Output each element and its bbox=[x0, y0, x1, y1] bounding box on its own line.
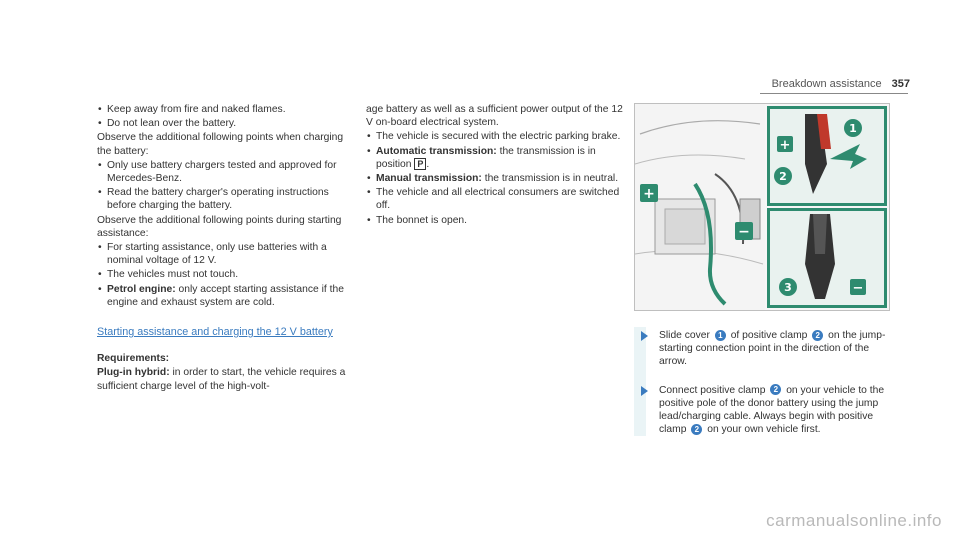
automatic-label: Automatic transmission: bbox=[376, 145, 497, 157]
column-left bbox=[97, 103, 359, 394]
list-item-petrol bbox=[97, 283, 359, 309]
bullet-list-charging bbox=[97, 159, 359, 213]
figure-label-2: 2 bbox=[779, 170, 787, 183]
header-divider bbox=[760, 93, 908, 94]
figure-label-3: 3 bbox=[784, 281, 792, 294]
step-1: Slide cover 1 of positive clamp 2 on the jump-starting connection point in the direction of the arrow. bbox=[634, 329, 892, 369]
list-item: • The bonnet is open. bbox=[366, 214, 630, 227]
figure-label-1: 1 bbox=[849, 122, 857, 135]
bullet-list-safety bbox=[97, 103, 359, 130]
number-badge-2: 2 bbox=[691, 424, 702, 435]
list-item: • Keep away from fire and naked flames. bbox=[97, 103, 359, 116]
list-item: • Only use battery chargers tested and approved for Mercedes-Benz. bbox=[97, 159, 359, 185]
paragraph-continuation: age battery as well as a sufficient power output of the 12 V on-board electrical system. bbox=[366, 104, 623, 129]
paragraph-plugin bbox=[97, 366, 359, 392]
plugin-label: Plug-in hybrid: bbox=[97, 367, 170, 379]
svg-text:−: − bbox=[738, 224, 750, 240]
number-badge-1: 1 bbox=[715, 330, 726, 341]
manual-text: the transmission is in neutral. bbox=[481, 173, 619, 185]
list-item: • The vehicle and all electrical consumers are switched off. bbox=[366, 186, 630, 212]
svg-text:−: − bbox=[852, 281, 864, 296]
svg-text:+: + bbox=[643, 186, 655, 202]
watermark: carmanualsonline.info bbox=[766, 510, 942, 530]
number-badge-2: 2 bbox=[812, 330, 823, 341]
list-item: • The vehicles must not touch. bbox=[97, 268, 359, 281]
section-title: Breakdown assistance bbox=[771, 78, 882, 90]
list-item: • The vehicle is secured with the electric parking brake. bbox=[366, 130, 630, 143]
list-item: • For starting assistance, only use batteries with a nominal voltage of 12 V. bbox=[97, 241, 359, 267]
arrow-icon bbox=[641, 386, 648, 396]
paragraph-starting: Observe the additional following points during starting assistance: bbox=[97, 214, 342, 239]
requirements-label: Requirements: bbox=[97, 353, 170, 365]
list-item-manual bbox=[366, 172, 630, 185]
petrol-text: only accept starting assistance if the engine and exhaust system are cold. bbox=[107, 283, 344, 308]
number-badge-2: 2 bbox=[770, 384, 781, 395]
list-item: • Do not lean over the battery. bbox=[97, 117, 359, 130]
park-symbol: P bbox=[414, 158, 426, 170]
instruction-steps bbox=[634, 327, 892, 436]
list-item-automatic: • Automatic transmission: the transmission is in position P . bbox=[366, 145, 630, 171]
arrow-icon bbox=[641, 331, 648, 341]
page-number: 357 bbox=[891, 78, 910, 90]
bullet-list-requirements bbox=[366, 130, 630, 226]
column-right bbox=[634, 103, 892, 451]
page-header bbox=[772, 78, 910, 91]
petrol-label: Petrol engine: bbox=[107, 283, 176, 295]
automatic-text: the transmission is in position bbox=[376, 145, 596, 170]
list-item: • Read the battery charger's operating instructions before charging the battery. bbox=[97, 186, 359, 212]
svg-text:+: + bbox=[779, 138, 791, 153]
paragraph-charging: Observe the additional following points when charging the battery: bbox=[97, 132, 344, 157]
subheading-link[interactable]: Starting assistance and charging the 12 V battery bbox=[97, 326, 333, 339]
bullet-list-starting bbox=[97, 241, 359, 309]
column-middle bbox=[366, 103, 630, 228]
plugin-text: in order to start, the vehicle requires a sufficient charge level of the high-volt- bbox=[97, 367, 346, 392]
step-2: Connect positive clamp 2 on your vehicle to the positive pole of the donor battery using the jump lead/charging cable. Always begin with positive clamp 2 on your own vehicle first. bbox=[634, 384, 892, 437]
manual-label: Manual transmission: bbox=[376, 173, 482, 185]
jump-start-figure bbox=[634, 103, 890, 311]
jump-start-illustration bbox=[635, 104, 889, 310]
